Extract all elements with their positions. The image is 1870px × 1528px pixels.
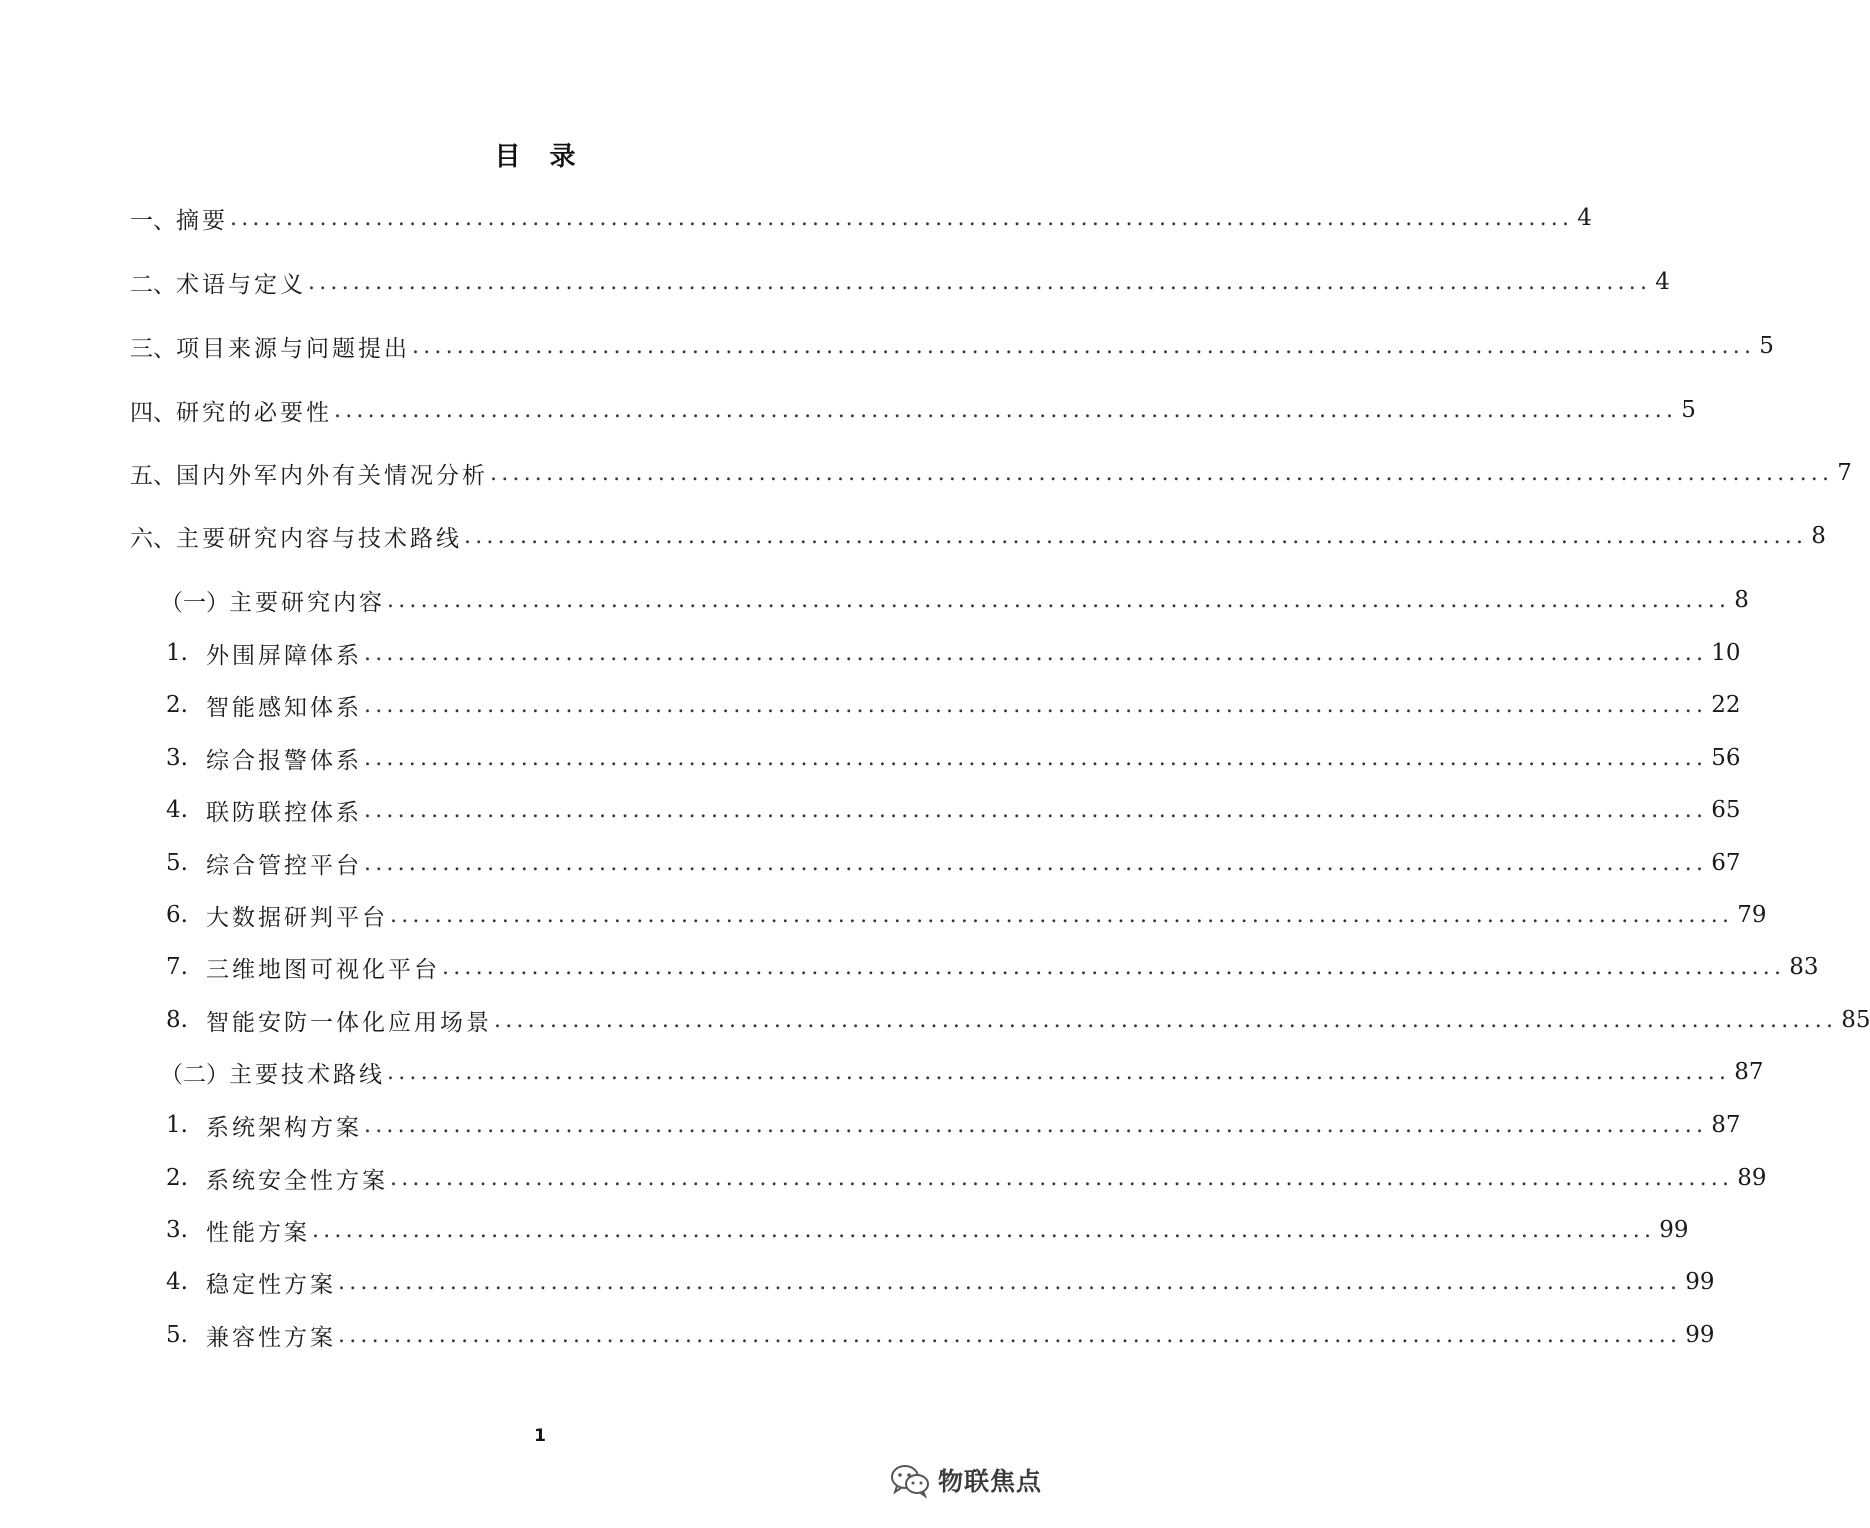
toc-dot-leader: ........................................................................................................................	[308, 269, 1652, 295]
toc-entry-page: 67	[1711, 850, 1741, 876]
toc-entry-label: 主要研究内容与技术路线	[176, 525, 462, 552]
toc-entry-number: 1.	[166, 1112, 188, 1138]
toc-entry[interactable]	[166, 895, 1767, 935]
toc-entry-number: 5.	[166, 850, 188, 876]
toc-entry[interactable]	[130, 516, 1826, 556]
toc-entry[interactable]	[130, 262, 1670, 302]
toc-dot-leader: ........................................................................................................................	[364, 850, 1708, 876]
toc-entry[interactable]	[130, 198, 1592, 238]
toc-entry[interactable]	[166, 738, 1741, 778]
toc-entry-number: 3.	[166, 1217, 188, 1243]
toc-entry-label: 稳定性方案	[206, 1271, 336, 1298]
toc-entry[interactable]	[130, 453, 1852, 493]
toc-entry-number: 2.	[166, 1165, 188, 1191]
toc-entry[interactable]	[166, 1315, 1715, 1355]
toc-entry-label: 国内外军内外有关情况分析	[176, 462, 488, 489]
toc-entry[interactable]	[166, 1210, 1689, 1250]
toc-entry-page: 85	[1841, 1007, 1870, 1033]
toc-entry-label: 兼容性方案	[206, 1324, 336, 1351]
toc-entry-label: 系统安全性方案	[206, 1167, 388, 1194]
toc-entry-label: 系统架构方案	[206, 1114, 362, 1141]
toc-dot-leader: ........................................................................................................................	[494, 1007, 1838, 1033]
toc-entry-number: 五、	[130, 462, 176, 489]
toc-entry-label: 项目来源与问题提出	[176, 335, 410, 362]
toc-entry-label: 主要研究内容	[229, 589, 385, 616]
toc-dot-leader: ........................................................................................................................	[312, 1217, 1656, 1243]
toc-entry-number: 7.	[166, 954, 188, 980]
toc-entry-page: 7	[1837, 460, 1852, 486]
wechat-icon	[890, 1463, 930, 1497]
toc-entry-number: 三、	[130, 335, 176, 362]
toc-dot-leader: ........................................................................................................................	[230, 205, 1574, 231]
toc-entry-label: 智能安防一体化应用场景	[206, 1009, 492, 1036]
toc-entry-label: 性能方案	[206, 1219, 310, 1246]
toc-entry-page: 87	[1734, 1059, 1764, 1085]
watermark	[890, 1460, 1042, 1500]
toc-entry[interactable]	[166, 633, 1741, 673]
toc-entry[interactable]	[166, 1262, 1715, 1302]
toc-entry-page: 99	[1685, 1322, 1715, 1348]
toc-entry-page: 99	[1685, 1269, 1715, 1295]
toc-entry-label: 主要技术路线	[229, 1061, 385, 1088]
toc-entry-page: 4	[1655, 269, 1670, 295]
toc-dot-leader: ........................................................................................................................	[390, 902, 1734, 928]
toc-entry-number: 二、	[130, 271, 176, 298]
toc-dot-leader: ........................................................................................................................	[364, 745, 1708, 771]
toc-entry[interactable]	[166, 1105, 1741, 1145]
page-number: 1	[534, 1426, 546, 1446]
toc-entry[interactable]	[166, 947, 1819, 987]
toc-entry-label: 智能感知体系	[206, 694, 362, 721]
toc-dot-leader: ........................................................................................................................	[442, 954, 1786, 980]
toc-entry-number: 一、	[130, 207, 176, 234]
toc-entry-number: 2.	[166, 692, 188, 718]
toc-entry-page: 99	[1659, 1217, 1689, 1243]
toc-entry-label: 大数据研判平台	[206, 904, 388, 931]
toc-dot-leader: ........................................................................................................................	[464, 523, 1808, 549]
toc-dot-leader: ........................................................................................................................	[387, 587, 1731, 613]
toc-entry-page: 65	[1711, 797, 1741, 823]
toc-entry-label: 外围屏障体系	[206, 642, 362, 669]
toc-entry-number: 5.	[166, 1322, 188, 1348]
toc-entry-number: 六、	[130, 525, 176, 552]
toc-entry-page: 83	[1789, 954, 1819, 980]
toc-entry-number: （一）	[160, 589, 229, 616]
toc-entry-number: 四、	[130, 399, 176, 426]
toc-entry-number: 4.	[166, 1269, 188, 1295]
toc-entry-page: 87	[1711, 1112, 1741, 1138]
toc-dot-leader: ........................................................................................................................	[364, 692, 1708, 718]
toc-dot-leader: ........................................................................................................................	[387, 1059, 1731, 1085]
toc-entry-number: 1.	[166, 640, 188, 666]
toc-entry-page: 5	[1759, 333, 1774, 359]
toc-entry[interactable]	[160, 580, 1749, 620]
toc-dot-leader: ........................................................................................................................	[364, 640, 1708, 666]
toc-entry[interactable]	[166, 843, 1741, 883]
toc-dot-leader: ........................................................................................................................	[334, 397, 1678, 423]
toc-entry-page: 89	[1737, 1165, 1767, 1191]
toc-entry-page: 10	[1711, 640, 1741, 666]
toc-dot-leader: ........................................................................................................................	[490, 460, 1834, 486]
toc-entry-number: 3.	[166, 745, 188, 771]
toc-entry-page: 56	[1711, 745, 1741, 771]
toc-dot-leader: ........................................................................................................................	[338, 1322, 1682, 1348]
toc-entry-number: 4.	[166, 797, 188, 823]
toc-entry[interactable]	[130, 390, 1696, 430]
toc-entry-page: 4	[1577, 205, 1592, 231]
toc-entry-label: 摘要	[176, 207, 228, 234]
toc-entry-number: 8.	[166, 1007, 188, 1033]
toc-entry-label: 联防联控体系	[206, 799, 362, 826]
toc-entry[interactable]	[166, 685, 1741, 725]
toc-entry-page: 8	[1734, 587, 1749, 613]
watermark-text: 物联焦点	[938, 1467, 1043, 1496]
toc-dot-leader: ........................................................................................................................	[338, 1269, 1682, 1295]
toc-entry[interactable]	[166, 790, 1741, 830]
toc-entry-number: 6.	[166, 902, 188, 928]
toc-entry-number: （二）	[160, 1061, 229, 1088]
toc-entry-label: 术语与定义	[176, 271, 306, 298]
toc-entry[interactable]	[160, 1052, 1764, 1092]
toc-entry-page: 22	[1711, 692, 1741, 718]
toc-entry-page: 79	[1737, 902, 1767, 928]
toc-dot-leader: ........................................................................................................................	[412, 333, 1756, 359]
toc-dot-leader: ........................................................................................................................	[364, 797, 1708, 823]
toc-entry-label: 综合管控平台	[206, 852, 362, 879]
toc-entry-label: 综合报警体系	[206, 747, 362, 774]
toc-entry[interactable]	[166, 1158, 1767, 1198]
toc-title: 目 录	[494, 142, 586, 172]
toc-entry[interactable]	[130, 326, 1774, 366]
toc-entry-label: 研究的必要性	[176, 399, 332, 426]
toc-entry[interactable]	[166, 1000, 1870, 1040]
toc-dot-leader: ........................................................................................................................	[364, 1112, 1708, 1138]
toc-entry-label: 三维地图可视化平台	[206, 956, 440, 983]
toc-entry-page: 5	[1681, 397, 1696, 423]
toc-dot-leader: ........................................................................................................................	[390, 1165, 1734, 1191]
toc-entry-page: 8	[1811, 523, 1826, 549]
